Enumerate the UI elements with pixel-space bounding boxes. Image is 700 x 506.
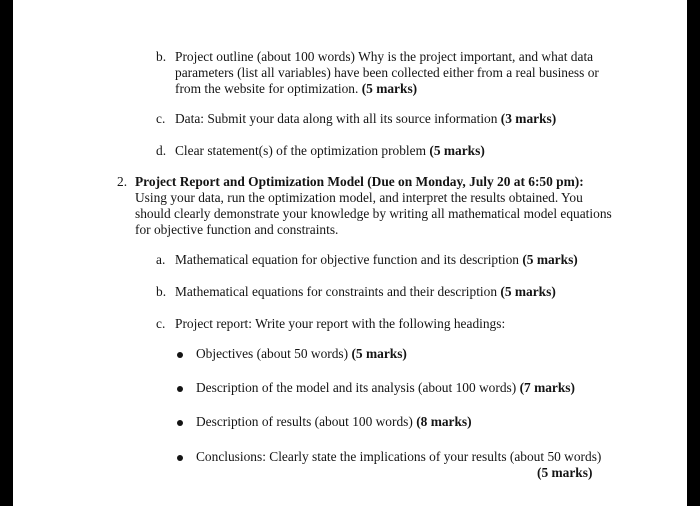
project-outline-line-1: Project outline (about 100 words) Why is the project important, and what data <box>175 49 594 64</box>
bullet-objectives-text: Objectives (about 50 words) <box>196 346 349 361</box>
section-2-line-2: Using your data, run the optimization model, and interpret the results obtained. You <box>135 190 583 205</box>
bullet-results <box>196 414 472 430</box>
section-2-heading <box>135 174 584 190</box>
section-2-marker-c: c. <box>156 316 166 331</box>
section-2-marker-a: a. <box>156 252 166 267</box>
bullet-model-description-marks: (7 marks) <box>519 380 575 395</box>
bullet-results-marks: (8 marks) <box>416 414 472 429</box>
list-marker-c: c. <box>156 111 166 126</box>
section-2-line-3: should clearly demonstrate your knowledge by writing all mathematical model equations <box>135 206 612 221</box>
list-marker-d: d. <box>156 143 167 158</box>
project-outline-line-3-text: from the website for optimization. <box>175 81 359 96</box>
bullet-results-text: Description of results (about 100 words) <box>196 414 413 429</box>
bullet-dot-conclusions <box>177 455 183 461</box>
bullet-dot-model-description <box>177 386 183 392</box>
bullet-model-description <box>196 380 575 396</box>
objective-equation-item <box>175 252 578 268</box>
bullet-objectives <box>196 346 407 362</box>
section-2-marker-b: b. <box>156 284 167 299</box>
bullet-dot-results <box>177 420 183 426</box>
objective-equation-marks: (5 marks) <box>522 252 578 267</box>
bullet-dot-objectives <box>177 352 183 358</box>
bullet-conclusions-marks <box>537 465 592 481</box>
bullet-conclusions-text: Conclusions: Clearly state the implications of your results (about 50 words) <box>196 449 602 464</box>
data-item <box>175 111 556 127</box>
project-report-item: Project report: Write your report with the following headings: <box>175 316 506 331</box>
project-outline-marks: (5 marks) <box>361 81 418 96</box>
project-outline-line-2: parameters (list all variables) have been collected either from a real business or <box>175 65 599 80</box>
bullet-conclusions-marks-text: (5 marks) <box>537 465 593 480</box>
bullet-model-description-text: Description of the model and its analysis (about 100 words) <box>196 380 517 395</box>
data-item-text: Data: Submit your data along with all its source information <box>175 111 498 126</box>
bullet-objectives-marks: (5 marks) <box>351 346 407 361</box>
constraint-equations-marks: (5 marks) <box>500 284 556 299</box>
constraint-equations-text: Mathematical equations for constraints and their description <box>175 284 498 299</box>
right-black-border <box>687 0 700 506</box>
section-2-number: 2. <box>117 174 128 189</box>
clear-statement-item <box>175 143 485 159</box>
section-2-line-4: for objective function and constraints. <box>135 222 339 237</box>
objective-equation-text: Mathematical equation for objective function and its description <box>175 252 519 267</box>
list-marker-b: b. <box>156 49 167 64</box>
project-outline-line-3 <box>175 81 417 97</box>
clear-statement-text: Clear statement(s) of the optimization problem <box>175 143 427 158</box>
section-2-heading-text: Project Report and Optimization Model (Due on Monday, July 20 at 6:50 pm): <box>135 174 584 189</box>
clear-statement-marks: (5 marks) <box>429 143 485 158</box>
data-item-marks: (3 marks) <box>500 111 557 126</box>
left-black-border <box>0 0 13 506</box>
constraint-equations-item <box>175 284 556 300</box>
